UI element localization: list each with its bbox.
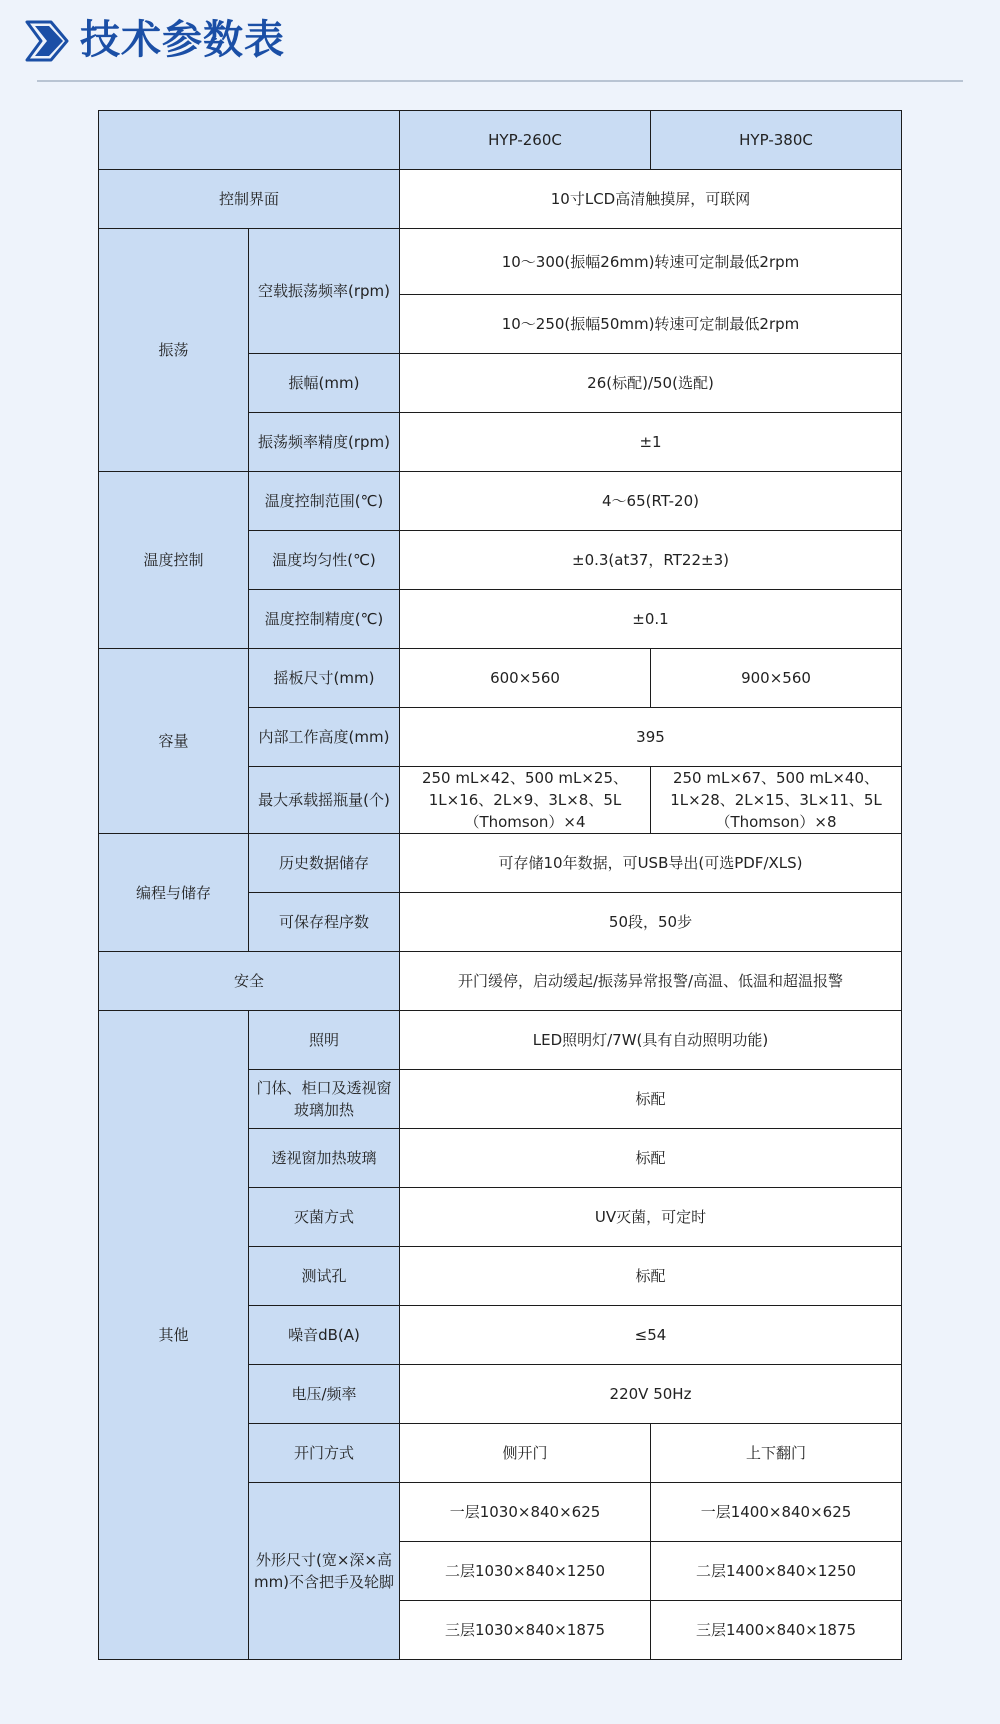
row-label: 外形尺寸(宽×深×高mm)不含把手及轮脚 xyxy=(249,1483,400,1660)
row-value: 二层1400×840×1250 xyxy=(651,1542,902,1601)
table-row xyxy=(99,952,902,1011)
page-header xyxy=(0,0,1000,90)
table-row xyxy=(99,229,902,295)
table-header-row xyxy=(99,111,902,170)
row-value: ±1 xyxy=(400,413,902,472)
row-label: 温度均匀性(℃) xyxy=(249,531,400,590)
table-row xyxy=(99,649,902,708)
row-value: 4～65(RT-20) xyxy=(400,472,902,531)
row-value: 二层1030×840×1250 xyxy=(400,1542,651,1601)
row-label: 噪音dB(A) xyxy=(249,1306,400,1365)
row-value: 可存储10年数据，可USB导出(可选PDF/XLS) xyxy=(400,834,902,893)
row-value: 一层1030×840×625 xyxy=(400,1483,651,1542)
row-label: 测试孔 xyxy=(249,1247,400,1306)
row-label: 振荡频率精度(rpm) xyxy=(249,413,400,472)
spec-table xyxy=(98,110,902,1660)
group-label: 振荡 xyxy=(99,229,249,472)
row-value: ±0.1 xyxy=(400,590,902,649)
row-value: 标配 xyxy=(400,1247,902,1306)
row-value: 50段，50步 xyxy=(400,893,902,952)
row-label: 灭菌方式 xyxy=(249,1188,400,1247)
row-label: 控制界面 xyxy=(99,170,400,229)
row-value: 三层1030×840×1875 xyxy=(400,1601,651,1660)
row-value: 10～300(振幅26mm)转速可定制最低2rpm xyxy=(400,229,902,295)
row-label: 内部工作高度(mm) xyxy=(249,708,400,767)
row-value: 标配 xyxy=(400,1070,902,1129)
header-blank-cell xyxy=(99,111,400,170)
group-label: 其他 xyxy=(99,1011,249,1660)
row-value: ≤54 xyxy=(400,1306,902,1365)
model-header-2: HYP-380C xyxy=(651,111,902,170)
row-label: 振幅(mm) xyxy=(249,354,400,413)
row-label: 电压/频率 xyxy=(249,1365,400,1424)
group-label: 温度控制 xyxy=(99,472,249,649)
header-divider xyxy=(37,80,963,82)
row-label: 可保存程序数 xyxy=(249,893,400,952)
row-value: 10～250(振幅50mm)转速可定制最低2rpm xyxy=(400,295,902,354)
row-value: 600×560 xyxy=(400,649,651,708)
row-value: 上下翻门 xyxy=(651,1424,902,1483)
table-row xyxy=(99,170,902,229)
chevron-right-icon xyxy=(25,18,71,64)
group-label: 容量 xyxy=(99,649,249,834)
row-label: 开门方式 xyxy=(249,1424,400,1483)
model-header-1: HYP-260C xyxy=(400,111,651,170)
row-value: 侧开门 xyxy=(400,1424,651,1483)
row-value: 10寸LCD高清触摸屏，可联网 xyxy=(400,170,902,229)
row-value: ±0.3(at37，RT22±3) xyxy=(400,531,902,590)
page-title: 技术参数表 xyxy=(80,17,285,63)
row-label: 摇板尺寸(mm) xyxy=(249,649,400,708)
row-label: 温度控制精度(℃) xyxy=(249,590,400,649)
row-value: 开门缓停，启动缓起/振荡异常报警/高温、低温和超温报警 xyxy=(400,952,902,1011)
row-value: UV灭菌，可定时 xyxy=(400,1188,902,1247)
row-label: 空载振荡频率(rpm) xyxy=(249,229,400,354)
row-value: 900×560 xyxy=(651,649,902,708)
row-label: 温度控制范围(℃) xyxy=(249,472,400,531)
row-value: 标配 xyxy=(400,1129,902,1188)
table-row xyxy=(99,1011,902,1070)
row-value: 26(标配)/50(选配) xyxy=(400,354,902,413)
row-value: 250 mL×42、500 mL×25、1L×16、2L×9、3L×8、5L（Thomson）×4 xyxy=(400,767,651,834)
table-row xyxy=(99,834,902,893)
row-label: 照明 xyxy=(249,1011,400,1070)
row-label: 安全 xyxy=(99,952,400,1011)
row-label: 历史数据储存 xyxy=(249,834,400,893)
table-row xyxy=(99,472,902,531)
row-value: 一层1400×840×625 xyxy=(651,1483,902,1542)
group-label: 编程与储存 xyxy=(99,834,249,952)
row-value: 220V 50Hz xyxy=(400,1365,902,1424)
row-label: 门体、柜口及透视窗玻璃加热 xyxy=(249,1070,400,1129)
row-value: LED照明灯/7W(具有自动照明功能) xyxy=(400,1011,902,1070)
row-value: 395 xyxy=(400,708,902,767)
row-label: 透视窗加热玻璃 xyxy=(249,1129,400,1188)
row-label: 最大承载摇瓶量(个) xyxy=(249,767,400,834)
row-value: 三层1400×840×1875 xyxy=(651,1601,902,1660)
row-value: 250 mL×67、500 mL×40、1L×28、2L×15、3L×11、5L（Thomson）×8 xyxy=(651,767,902,834)
